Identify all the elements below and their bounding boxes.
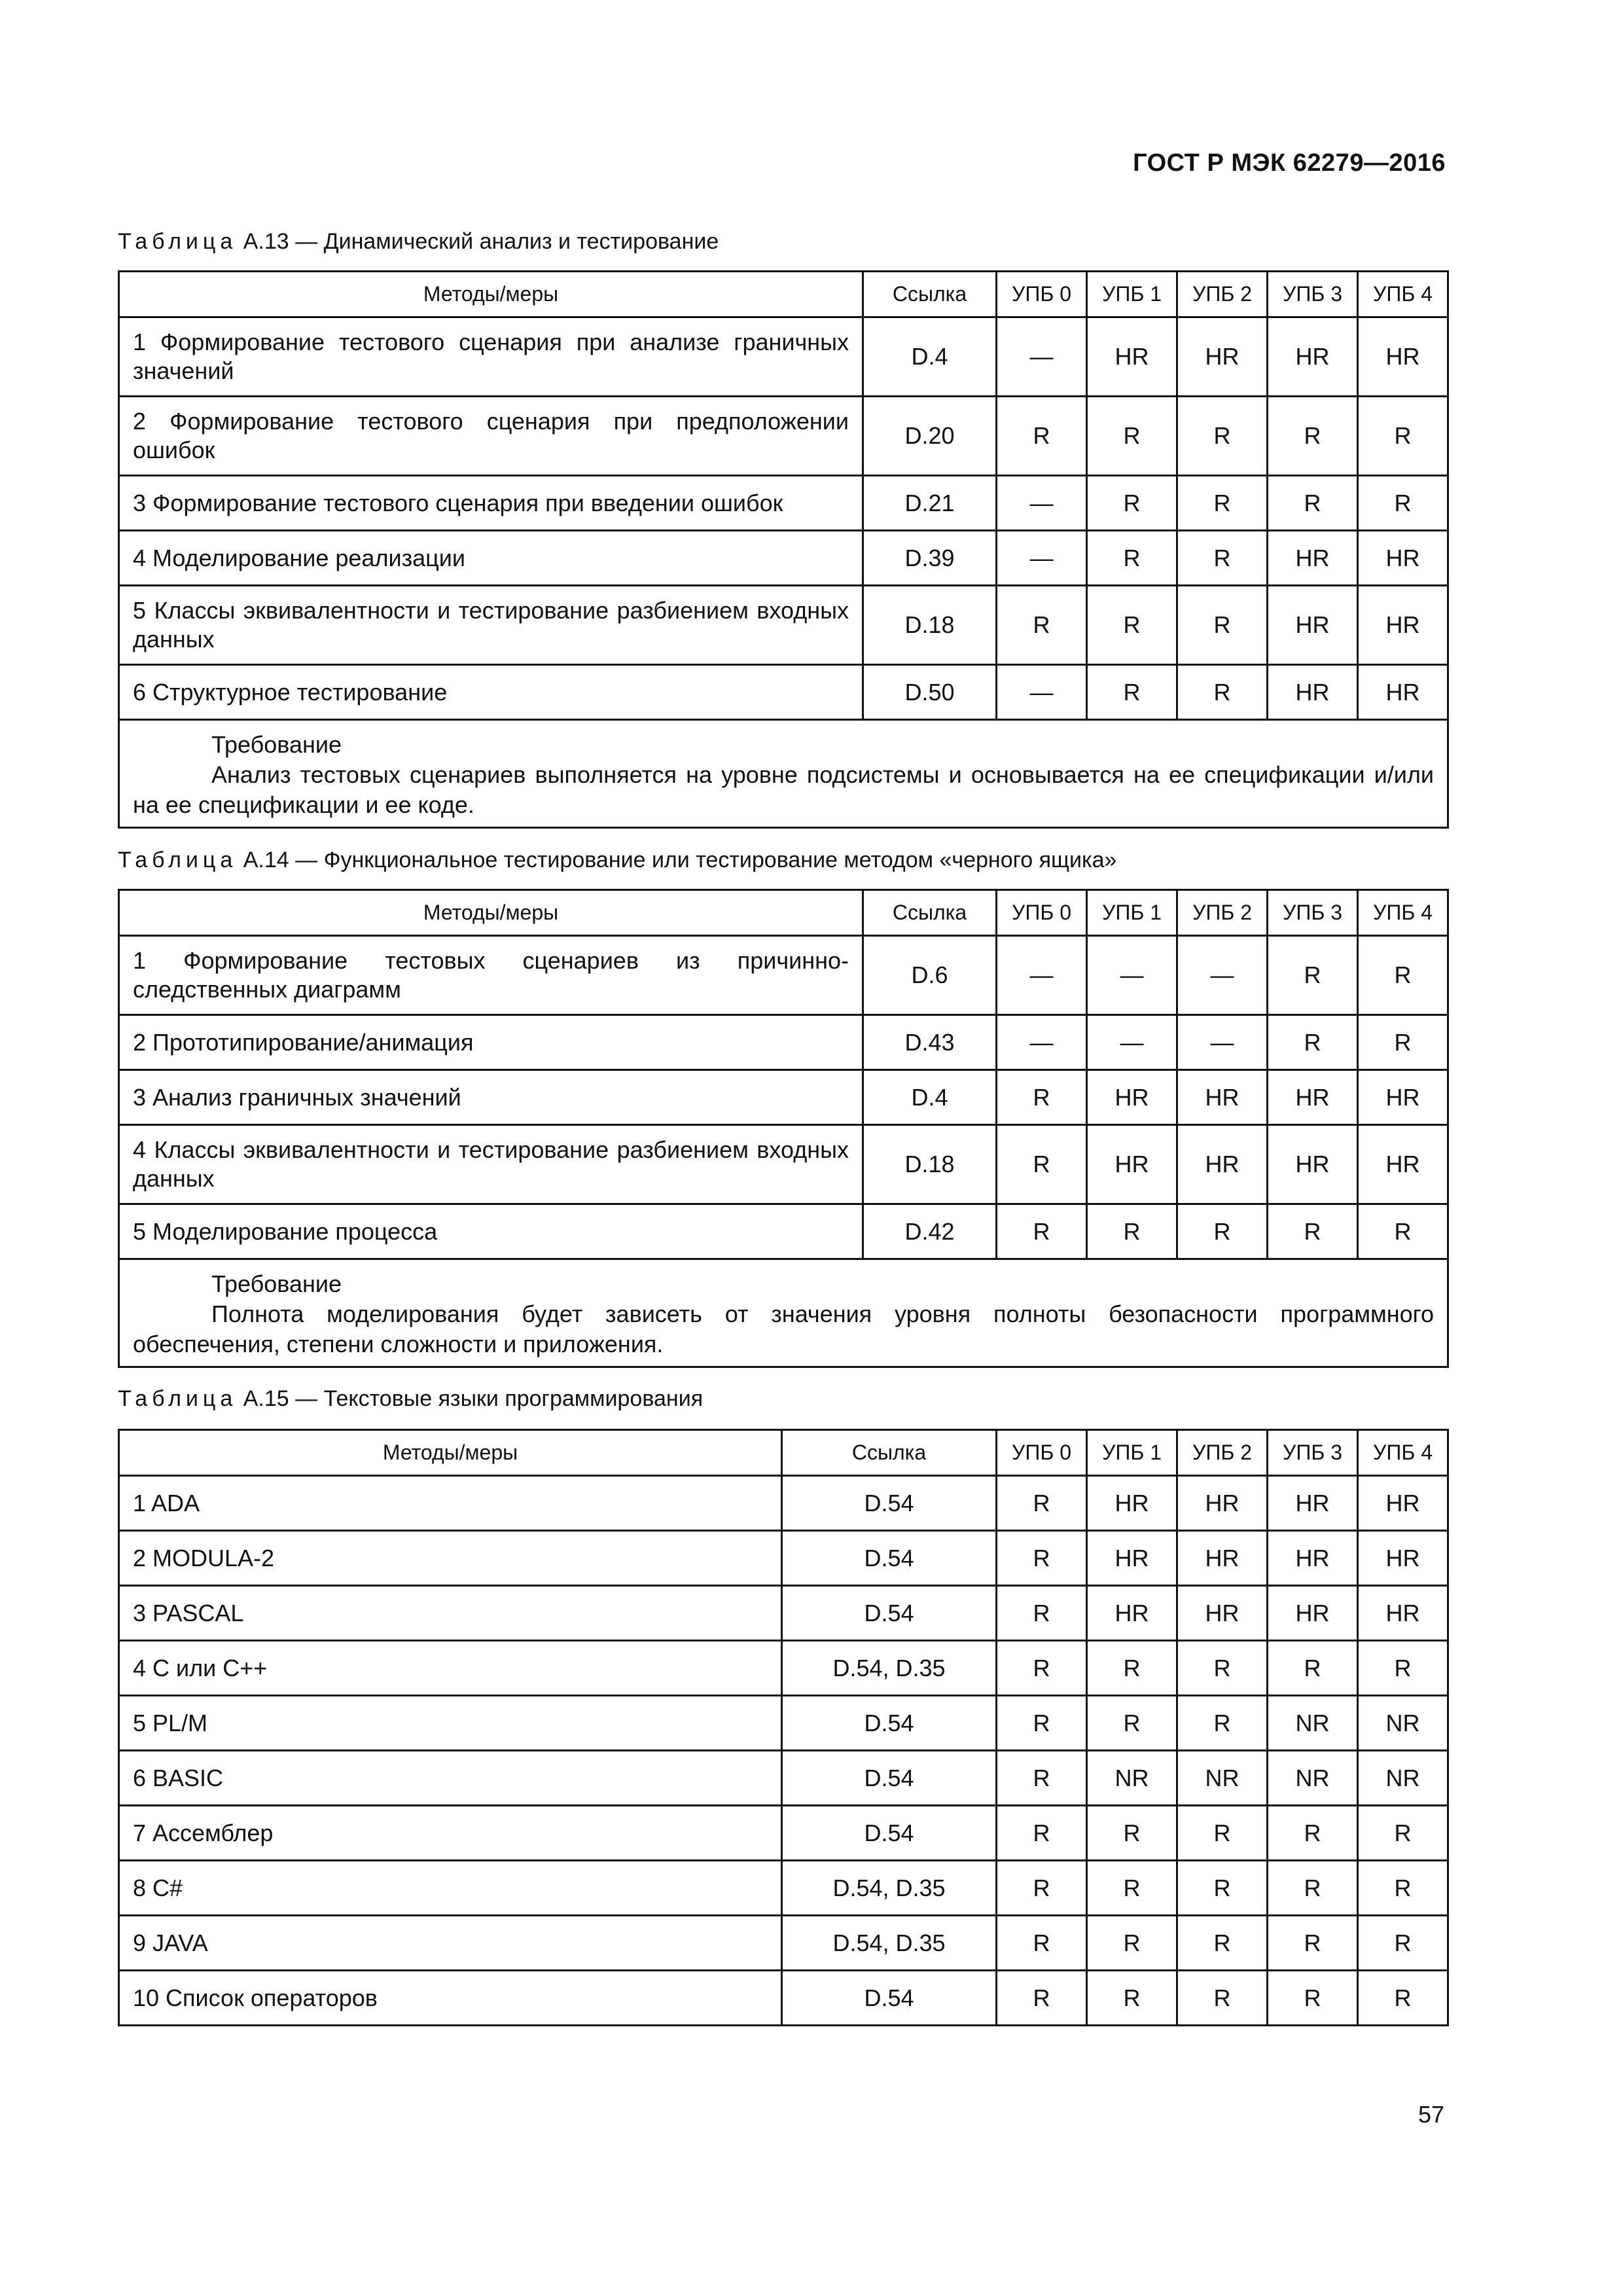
- table-caption-a13: [118, 229, 719, 255]
- reference-header: Ссылка: [863, 272, 997, 317]
- reference-cell: D.54, D.35: [782, 1861, 997, 1916]
- method-cell: 4 Классы эквивалентности и тестирование разбиением входных данных: [119, 1125, 863, 1204]
- upb1-cell: HR: [1087, 1476, 1177, 1531]
- table-row: [119, 476, 1448, 531]
- upb0-cell: —: [997, 665, 1087, 720]
- upb0-cell: R: [997, 1125, 1087, 1204]
- upb1-cell: R: [1087, 665, 1177, 720]
- method-cell: 5 Моделирование процесса: [119, 1204, 863, 1259]
- table-a14: [118, 889, 1449, 1368]
- reference-cell: D.54: [782, 1751, 997, 1806]
- upb4-cell: R: [1358, 397, 1448, 476]
- upb3-cell: R: [1268, 1916, 1358, 1971]
- method-cell: 2 Прототипирование/анимация: [119, 1015, 863, 1070]
- upb3-cell: R: [1268, 1806, 1358, 1861]
- upb2-cell: R: [1177, 531, 1268, 586]
- table-row: [119, 531, 1448, 586]
- table-row: [119, 1586, 1448, 1641]
- reference-cell: D.54: [782, 1696, 997, 1751]
- upb4-header: УПБ 4: [1358, 890, 1448, 936]
- upb2-cell: —: [1177, 936, 1268, 1015]
- reference-cell: D.54: [782, 1586, 997, 1641]
- upb1-cell: R: [1087, 531, 1177, 586]
- upb3-cell: NR: [1268, 1751, 1358, 1806]
- upb1-cell: R: [1087, 1971, 1177, 2026]
- upb0-cell: R: [997, 1861, 1087, 1916]
- table-row: [119, 1971, 1448, 2026]
- upb1-cell: R: [1087, 476, 1177, 531]
- upb2-cell: R: [1177, 1806, 1268, 1861]
- upb3-cell: HR: [1268, 1586, 1358, 1641]
- upb2-cell: R: [1177, 397, 1268, 476]
- document-header: ГОСТ Р МЭК 62279—2016: [1133, 149, 1446, 177]
- method-cell: 5 PL/M: [119, 1696, 782, 1751]
- upb3-cell: R: [1268, 1861, 1358, 1916]
- method-cell: 2 Формирование тестового сценария при предположении ошибок: [119, 397, 863, 476]
- upb4-cell: HR: [1358, 665, 1448, 720]
- upb1-header: УПБ 1: [1087, 1430, 1177, 1476]
- upb1-cell: R: [1087, 1696, 1177, 1751]
- upb3-cell: HR: [1268, 531, 1358, 586]
- table-caption-a14: [118, 848, 1116, 873]
- table-row: [119, 586, 1448, 665]
- table-row: [119, 1476, 1448, 1531]
- upb1-cell: R: [1087, 1916, 1177, 1971]
- table-a15: [118, 1429, 1449, 2026]
- upb3-cell: R: [1268, 936, 1358, 1015]
- upb3-cell: R: [1268, 1015, 1358, 1070]
- upb4-cell: R: [1358, 1971, 1448, 2026]
- upb0-cell: R: [997, 397, 1087, 476]
- method-cell: 3 PASCAL: [119, 1586, 782, 1641]
- method-cell: 4 C или C++: [119, 1641, 782, 1696]
- upb2-cell: R: [1177, 1696, 1268, 1751]
- upb0-cell: R: [997, 1696, 1087, 1751]
- upb0-cell: R: [997, 586, 1087, 665]
- caption-label: Таблица: [118, 1386, 238, 1411]
- upb2-cell: HR: [1177, 317, 1268, 397]
- upb0-cell: R: [997, 1916, 1087, 1971]
- upb3-cell: HR: [1268, 1070, 1358, 1125]
- reference-cell: D.42: [863, 1204, 997, 1259]
- upb4-cell: R: [1358, 936, 1448, 1015]
- table-caption-a15: [118, 1386, 703, 1412]
- upb0-cell: R: [997, 1531, 1087, 1586]
- reference-cell: D.4: [863, 1070, 997, 1125]
- upb0-cell: R: [997, 1641, 1087, 1696]
- upb4-header: УПБ 4: [1358, 272, 1448, 317]
- reference-cell: D.50: [863, 665, 997, 720]
- table-header-row: [119, 890, 1448, 936]
- upb4-cell: R: [1358, 1204, 1448, 1259]
- upb2-header: УПБ 2: [1177, 890, 1268, 936]
- upb2-cell: HR: [1177, 1531, 1268, 1586]
- upb0-header: УПБ 0: [997, 1430, 1087, 1476]
- upb4-cell: HR: [1358, 1070, 1448, 1125]
- upb4-cell: R: [1358, 1861, 1448, 1916]
- reference-cell: D.21: [863, 476, 997, 531]
- upb1-cell: R: [1087, 1861, 1177, 1916]
- upb2-cell: R: [1177, 1971, 1268, 2026]
- reference-cell: D.54, D.35: [782, 1641, 997, 1696]
- upb2-cell: R: [1177, 1916, 1268, 1971]
- method-cell: 6 Структурное тестирование: [119, 665, 863, 720]
- caption-title: А.13 — Динамический анализ и тестирование: [237, 229, 719, 254]
- requirement-text: Полнота моделирования будет зависеть от значения уровня полноты безопасности программного обеспечения, степени сложности и приложения.: [133, 1300, 1434, 1357]
- upb0-cell: —: [997, 936, 1087, 1015]
- method-cell: 4 Моделирование реализации: [119, 531, 863, 586]
- upb1-cell: R: [1087, 586, 1177, 665]
- reference-cell: D.54: [782, 1971, 997, 2026]
- upb4-cell: R: [1358, 1641, 1448, 1696]
- upb0-cell: R: [997, 1204, 1087, 1259]
- reference-cell: D.54, D.35: [782, 1916, 997, 1971]
- upb3-cell: HR: [1268, 586, 1358, 665]
- methods-header: Методы/меры: [119, 1430, 782, 1476]
- upb1-cell: HR: [1087, 317, 1177, 397]
- upb3-header: УПБ 3: [1268, 1430, 1358, 1476]
- upb2-cell: HR: [1177, 1070, 1268, 1125]
- reference-cell: D.6: [863, 936, 997, 1015]
- table-row: [119, 665, 1448, 720]
- table-row: [119, 397, 1448, 476]
- upb1-header: УПБ 1: [1087, 272, 1177, 317]
- upb2-cell: HR: [1177, 1586, 1268, 1641]
- upb3-cell: HR: [1268, 665, 1358, 720]
- upb3-cell: NR: [1268, 1696, 1358, 1751]
- upb4-cell: HR: [1358, 1586, 1448, 1641]
- upb2-cell: R: [1177, 1641, 1268, 1696]
- upb0-cell: R: [997, 1476, 1087, 1531]
- table-row: [119, 317, 1448, 397]
- upb1-cell: R: [1087, 1806, 1177, 1861]
- reference-cell: D.39: [863, 531, 997, 586]
- table-row: [119, 1916, 1448, 1971]
- reference-cell: D.54: [782, 1806, 997, 1861]
- upb4-cell: HR: [1358, 1476, 1448, 1531]
- table-row: [119, 1531, 1448, 1586]
- reference-cell: D.4: [863, 317, 997, 397]
- table-row: [119, 1641, 1448, 1696]
- upb1-cell: —: [1087, 1015, 1177, 1070]
- method-cell: 2 MODULA-2: [119, 1531, 782, 1586]
- method-cell: 5 Классы эквивалентности и тестирование разбиением входных данных: [119, 586, 863, 665]
- upb1-cell: R: [1087, 397, 1177, 476]
- method-cell: 10 Список операторов: [119, 1971, 782, 2026]
- upb0-cell: —: [997, 317, 1087, 397]
- requirement-title: Требование: [211, 1270, 342, 1297]
- table-header-row: [119, 272, 1448, 317]
- requirement-row: [119, 1259, 1448, 1367]
- upb4-cell: NR: [1358, 1751, 1448, 1806]
- caption-label: Таблица: [118, 229, 238, 254]
- upb3-cell: R: [1268, 1971, 1358, 2026]
- method-cell: 6 BASIC: [119, 1751, 782, 1806]
- upb4-header: УПБ 4: [1358, 1430, 1448, 1476]
- table-row: [119, 1806, 1448, 1861]
- table-row: [119, 1070, 1448, 1125]
- requirement-cell: [119, 720, 1448, 828]
- upb2-cell: —: [1177, 1015, 1268, 1070]
- upb4-cell: HR: [1358, 1531, 1448, 1586]
- upb3-cell: HR: [1268, 317, 1358, 397]
- upb0-cell: R: [997, 1751, 1087, 1806]
- upb0-cell: —: [997, 531, 1087, 586]
- upb2-cell: HR: [1177, 1476, 1268, 1531]
- caption-title: А.14 — Функциональное тестирование или тестирование методом «черного ящика»: [237, 848, 1117, 872]
- upb0-header: УПБ 0: [997, 272, 1087, 317]
- requirement-row: [119, 720, 1448, 828]
- upb0-header: УПБ 0: [997, 890, 1087, 936]
- table-row: [119, 1204, 1448, 1259]
- upb3-cell: HR: [1268, 1531, 1358, 1586]
- page-number: 57: [1418, 2101, 1444, 2128]
- upb4-cell: HR: [1358, 586, 1448, 665]
- reference-cell: D.54: [782, 1476, 997, 1531]
- upb2-cell: HR: [1177, 1125, 1268, 1204]
- method-cell: 1 Формирование тестового сценария при анализе граничных значений: [119, 317, 863, 397]
- reference-header: Ссылка: [863, 890, 997, 936]
- upb1-cell: R: [1087, 1204, 1177, 1259]
- upb4-cell: R: [1358, 1916, 1448, 1971]
- upb0-cell: R: [997, 1586, 1087, 1641]
- reference-cell: D.18: [863, 586, 997, 665]
- upb1-cell: —: [1087, 936, 1177, 1015]
- upb4-cell: HR: [1358, 531, 1448, 586]
- table-row: [119, 936, 1448, 1015]
- caption-title: А.15 — Текстовые языки программирования: [237, 1386, 704, 1411]
- table-row: [119, 1015, 1448, 1070]
- table-a13: [118, 270, 1449, 829]
- upb4-cell: HR: [1358, 1125, 1448, 1204]
- reference-header: Ссылка: [782, 1430, 997, 1476]
- upb2-cell: NR: [1177, 1751, 1268, 1806]
- upb0-cell: R: [997, 1070, 1087, 1125]
- upb1-cell: HR: [1087, 1586, 1177, 1641]
- upb0-cell: —: [997, 476, 1087, 531]
- upb4-cell: R: [1358, 1015, 1448, 1070]
- upb3-cell: HR: [1268, 1125, 1358, 1204]
- upb1-header: УПБ 1: [1087, 890, 1177, 936]
- requirement-text: Анализ тестовых сценариев выполняется на уровне подсистемы и основывается на ее спецификации и/или на ее спецификации и ее коде.: [133, 761, 1434, 818]
- upb1-cell: HR: [1087, 1070, 1177, 1125]
- upb3-cell: R: [1268, 1204, 1358, 1259]
- table-row: [119, 1696, 1448, 1751]
- upb4-cell: R: [1358, 476, 1448, 531]
- table-row: [119, 1861, 1448, 1916]
- method-cell: 8 C#: [119, 1861, 782, 1916]
- upb1-cell: R: [1087, 1641, 1177, 1696]
- requirement-cell: [119, 1259, 1448, 1367]
- reference-cell: D.54: [782, 1531, 997, 1586]
- upb4-cell: R: [1358, 1806, 1448, 1861]
- upb3-cell: R: [1268, 1641, 1358, 1696]
- upb4-cell: HR: [1358, 317, 1448, 397]
- upb3-cell: R: [1268, 476, 1358, 531]
- upb0-cell: R: [997, 1806, 1087, 1861]
- upb2-header: УПБ 2: [1177, 1430, 1268, 1476]
- upb2-cell: R: [1177, 1204, 1268, 1259]
- upb1-cell: NR: [1087, 1751, 1177, 1806]
- upb2-header: УПБ 2: [1177, 272, 1268, 317]
- methods-header: Методы/меры: [119, 890, 863, 936]
- requirement-title: Требование: [211, 731, 342, 758]
- method-cell: 7 Ассемблер: [119, 1806, 782, 1861]
- upb1-cell: HR: [1087, 1531, 1177, 1586]
- table-row: [119, 1751, 1448, 1806]
- method-cell: 9 JAVA: [119, 1916, 782, 1971]
- upb2-cell: R: [1177, 586, 1268, 665]
- upb2-cell: R: [1177, 1861, 1268, 1916]
- reference-cell: D.18: [863, 1125, 997, 1204]
- method-cell: 1 Формирование тестовых сценариев из причинно-следственных диаграмм: [119, 936, 863, 1015]
- method-cell: 3 Формирование тестового сценария при введении ошибок: [119, 476, 863, 531]
- upb3-cell: R: [1268, 397, 1358, 476]
- upb3-cell: HR: [1268, 1476, 1358, 1531]
- upb2-cell: R: [1177, 665, 1268, 720]
- upb1-cell: HR: [1087, 1125, 1177, 1204]
- reference-cell: D.20: [863, 397, 997, 476]
- method-cell: 1 ADA: [119, 1476, 782, 1531]
- reference-cell: D.43: [863, 1015, 997, 1070]
- upb0-cell: —: [997, 1015, 1087, 1070]
- table-header-row: [119, 1430, 1448, 1476]
- upb4-cell: NR: [1358, 1696, 1448, 1751]
- table-row: [119, 1125, 1448, 1204]
- methods-header: Методы/меры: [119, 272, 863, 317]
- method-cell: 3 Анализ граничных значений: [119, 1070, 863, 1125]
- caption-label: Таблица: [118, 848, 238, 872]
- upb2-cell: R: [1177, 476, 1268, 531]
- upb3-header: УПБ 3: [1268, 890, 1358, 936]
- upb0-cell: R: [997, 1971, 1087, 2026]
- upb3-header: УПБ 3: [1268, 272, 1358, 317]
